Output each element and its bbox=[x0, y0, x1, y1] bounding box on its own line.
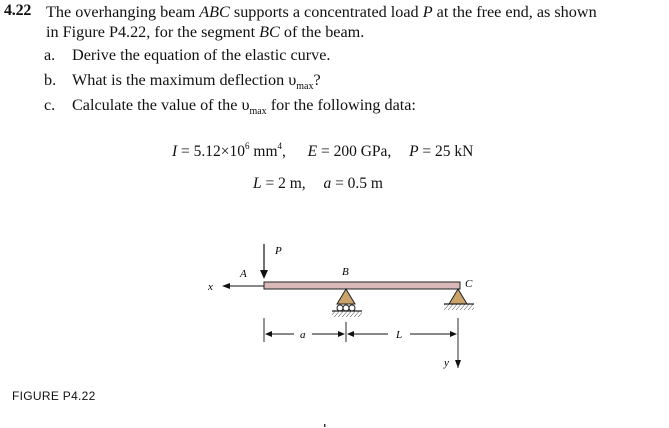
roller-support-b bbox=[332, 289, 362, 317]
y-axis-arrow bbox=[455, 360, 461, 368]
label-c-point: C bbox=[465, 278, 473, 290]
item-c: c. Calculate the value of the $\upsilon_{max}$ for the following data: bbox=[44, 96, 416, 117]
item-b: b. What is the maximum deflection $\upsilon_{max}$? bbox=[44, 71, 321, 92]
problem-number: 4.22 bbox=[4, 2, 32, 19]
figure-caption: FIGURE P4.22 bbox=[12, 389, 96, 403]
load-arrow bbox=[260, 244, 268, 279]
label-a-point: A bbox=[240, 268, 247, 280]
label-b-point: B bbox=[342, 266, 349, 278]
problem-line-2: in Figure P4.22, for the segment BC of the beam. bbox=[46, 23, 365, 41]
data-line-2: L = 2 m, a = 0.5 m bbox=[253, 175, 383, 192]
item-a: a. Derive the equation of the elastic curve. bbox=[44, 46, 331, 64]
label-dim-a: a bbox=[300, 329, 306, 341]
pin-support-c bbox=[444, 289, 474, 310]
label-p: P bbox=[275, 245, 282, 257]
data-line-1: $I = 5.12\times 10^6$ $mm^4$, E = 200 GPa, P = 25 kN bbox=[172, 141, 474, 160]
problem-line-1: The overhanging beam ABC supports a concentrated load P at the free end, as shown bbox=[46, 3, 597, 21]
label-dim-l: L bbox=[396, 329, 403, 341]
beam bbox=[264, 282, 460, 289]
label-y-axis: y bbox=[444, 357, 449, 369]
x-axis-arrow bbox=[222, 283, 264, 289]
label-x-axis: x bbox=[208, 281, 213, 293]
